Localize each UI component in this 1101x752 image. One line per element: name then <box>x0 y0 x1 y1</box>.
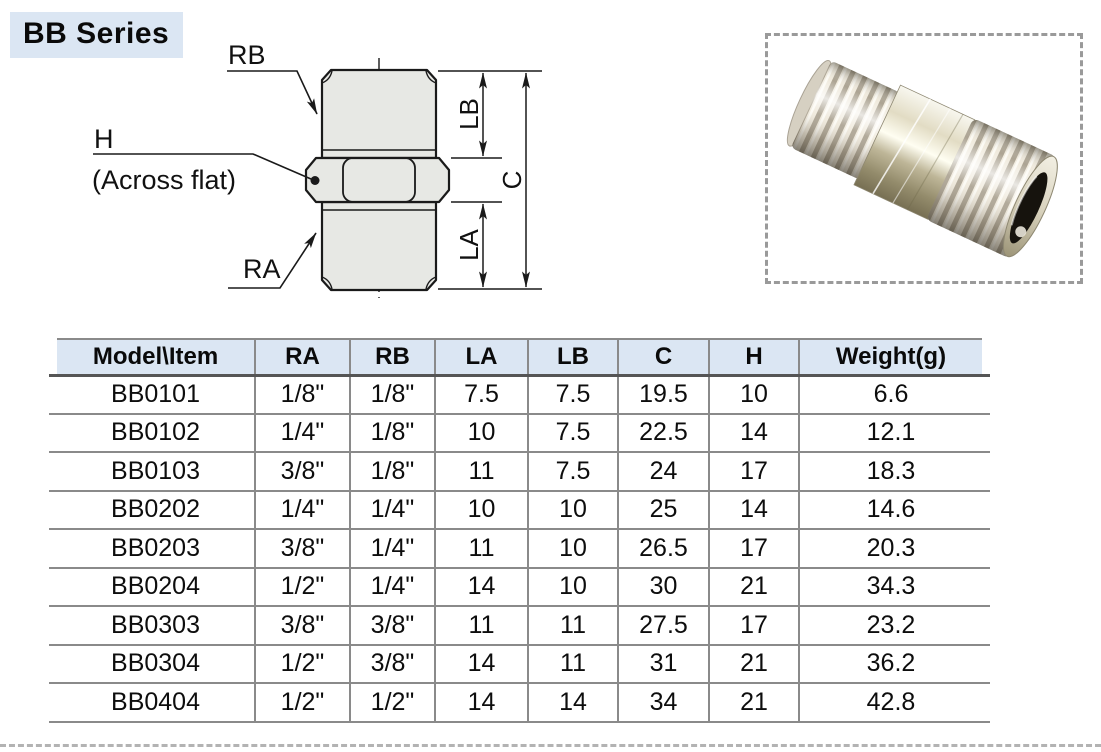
spec-cell: 3/8" <box>350 606 435 645</box>
table-edge-spacer <box>49 606 57 645</box>
table-edge-spacer <box>49 683 57 722</box>
table-edge-spacer <box>982 568 990 607</box>
label-ra: RA <box>243 254 281 284</box>
table-edge-spacer <box>982 606 990 645</box>
table-edge-spacer <box>49 414 57 453</box>
spec-cell: 7.5 <box>528 375 618 414</box>
table-edge-spacer <box>982 339 990 375</box>
table-edge-spacer <box>49 452 57 491</box>
model-cell: BB0204 <box>57 568 255 607</box>
spec-cell: 21 <box>709 683 799 722</box>
spec-cell: 3/8" <box>255 452 350 491</box>
spec-cell: 14 <box>709 491 799 530</box>
column-header: Weight(g) <box>799 339 982 375</box>
spec-table <box>49 338 990 723</box>
spec-cell: 14 <box>435 645 528 684</box>
spec-table-wrap <box>49 338 990 723</box>
spec-cell: 10 <box>528 529 618 568</box>
model-cell: BB0203 <box>57 529 255 568</box>
spec-cell: 1/4" <box>255 491 350 530</box>
table-row <box>49 452 990 491</box>
spec-cell: 10 <box>435 491 528 530</box>
table-row <box>49 606 990 645</box>
spec-cell: 1/4" <box>255 414 350 453</box>
spec-cell: 7.5 <box>435 375 528 414</box>
spec-cell: 1/8" <box>350 375 435 414</box>
hex-nut-outline <box>306 158 449 202</box>
spec-cell: 27.5 <box>618 606 709 645</box>
spec-cell: 6.6 <box>799 375 982 414</box>
table-row <box>49 491 990 530</box>
spec-cell: 1/8" <box>350 414 435 453</box>
spec-cell: 21 <box>709 645 799 684</box>
dim-label-lb: LB <box>453 98 484 130</box>
spec-cell: 14 <box>528 683 618 722</box>
product-photo-box <box>765 33 1083 284</box>
model-cell: BB0101 <box>57 375 255 414</box>
page-title: BB Series <box>10 12 183 58</box>
spec-cell: 34 <box>618 683 709 722</box>
column-header: LA <box>435 339 528 375</box>
spec-cell: 36.2 <box>799 645 982 684</box>
table-edge-spacer <box>982 645 990 684</box>
thread-rb-outline <box>322 70 436 158</box>
spec-cell: 31 <box>618 645 709 684</box>
spec-cell: 1/4" <box>350 491 435 530</box>
model-cell: BB0404 <box>57 683 255 722</box>
spec-cell: 1/2" <box>350 683 435 722</box>
spec-cell: 10 <box>528 491 618 530</box>
spec-cell: 14.6 <box>799 491 982 530</box>
thread-ra-outline <box>322 202 436 290</box>
spec-cell: 1/8" <box>255 375 350 414</box>
spec-cell: 11 <box>435 529 528 568</box>
spec-cell: 30 <box>618 568 709 607</box>
spec-cell: 25 <box>618 491 709 530</box>
header-row <box>49 339 990 375</box>
table-edge-spacer <box>49 375 57 414</box>
spec-cell: 1/2" <box>255 645 350 684</box>
spec-cell: 7.5 <box>528 414 618 453</box>
spec-cell: 17 <box>709 529 799 568</box>
spec-cell: 1/8" <box>350 452 435 491</box>
table-row <box>49 645 990 684</box>
table-edge-spacer <box>49 645 57 684</box>
column-header: RA <box>255 339 350 375</box>
spec-cell: 11 <box>435 452 528 491</box>
table-edge-spacer <box>49 568 57 607</box>
spec-cell: 10 <box>435 414 528 453</box>
technical-drawing <box>90 40 560 308</box>
column-header: C <box>618 339 709 375</box>
spec-cell: 17 <box>709 452 799 491</box>
table-edge-spacer <box>982 452 990 491</box>
leader-rb <box>227 71 317 114</box>
spec-cell: 1/2" <box>255 683 350 722</box>
dim-label-c: C <box>496 170 527 190</box>
table-row <box>49 414 990 453</box>
spec-cell: 3/8" <box>350 645 435 684</box>
table-edge-spacer <box>982 529 990 568</box>
spec-cell: 1/4" <box>350 568 435 607</box>
table-row <box>49 529 990 568</box>
spec-cell: 34.3 <box>799 568 982 607</box>
spec-cell: 11 <box>528 645 618 684</box>
spec-cell: 19.5 <box>618 375 709 414</box>
spec-cell: 20.3 <box>799 529 982 568</box>
spec-cell: 24 <box>618 452 709 491</box>
table-edge-spacer <box>982 491 990 530</box>
label-h: H <box>94 124 114 154</box>
table-edge-spacer <box>49 339 57 375</box>
column-header: Model\Item <box>57 339 255 375</box>
table-edge-spacer <box>982 683 990 722</box>
table-edge-spacer <box>982 414 990 453</box>
spec-cell: 3/8" <box>255 606 350 645</box>
table-edge-spacer <box>49 491 57 530</box>
page-bottom-dashed-divider <box>0 744 1101 747</box>
table-edge-spacer <box>982 375 990 414</box>
model-cell: BB0202 <box>57 491 255 530</box>
spec-cell: 18.3 <box>799 452 982 491</box>
spec-cell: 21 <box>709 568 799 607</box>
table-row <box>49 375 990 414</box>
spec-cell: 17 <box>709 606 799 645</box>
model-cell: BB0103 <box>57 452 255 491</box>
spec-cell: 11 <box>435 606 528 645</box>
model-cell: BB0304 <box>57 645 255 684</box>
table-row <box>49 683 990 722</box>
column-header: H <box>709 339 799 375</box>
spec-cell: 7.5 <box>528 452 618 491</box>
table-edge-spacer <box>49 529 57 568</box>
spec-cell: 26.5 <box>618 529 709 568</box>
model-cell: BB0102 <box>57 414 255 453</box>
spec-cell: 12.1 <box>799 414 982 453</box>
spec-cell: 14 <box>435 683 528 722</box>
spec-cell: 11 <box>528 606 618 645</box>
column-header: LB <box>528 339 618 375</box>
label-rb: RB <box>228 40 266 70</box>
model-cell: BB0303 <box>57 606 255 645</box>
table-row <box>49 568 990 607</box>
spec-cell: 14 <box>435 568 528 607</box>
spec-cell: 10 <box>709 375 799 414</box>
spec-cell: 14 <box>709 414 799 453</box>
label-h-note: (Across flat) <box>92 165 237 195</box>
spec-cell: 22.5 <box>618 414 709 453</box>
spec-cell: 1/2" <box>255 568 350 607</box>
spec-cell: 1/4" <box>350 529 435 568</box>
spec-cell: 10 <box>528 568 618 607</box>
column-header: RB <box>350 339 435 375</box>
spec-cell: 23.2 <box>799 606 982 645</box>
spec-cell: 3/8" <box>255 529 350 568</box>
product-photo <box>768 36 1080 281</box>
dim-label-la: LA <box>453 229 484 261</box>
leader-h-dot <box>311 176 320 185</box>
spec-cell: 42.8 <box>799 683 982 722</box>
